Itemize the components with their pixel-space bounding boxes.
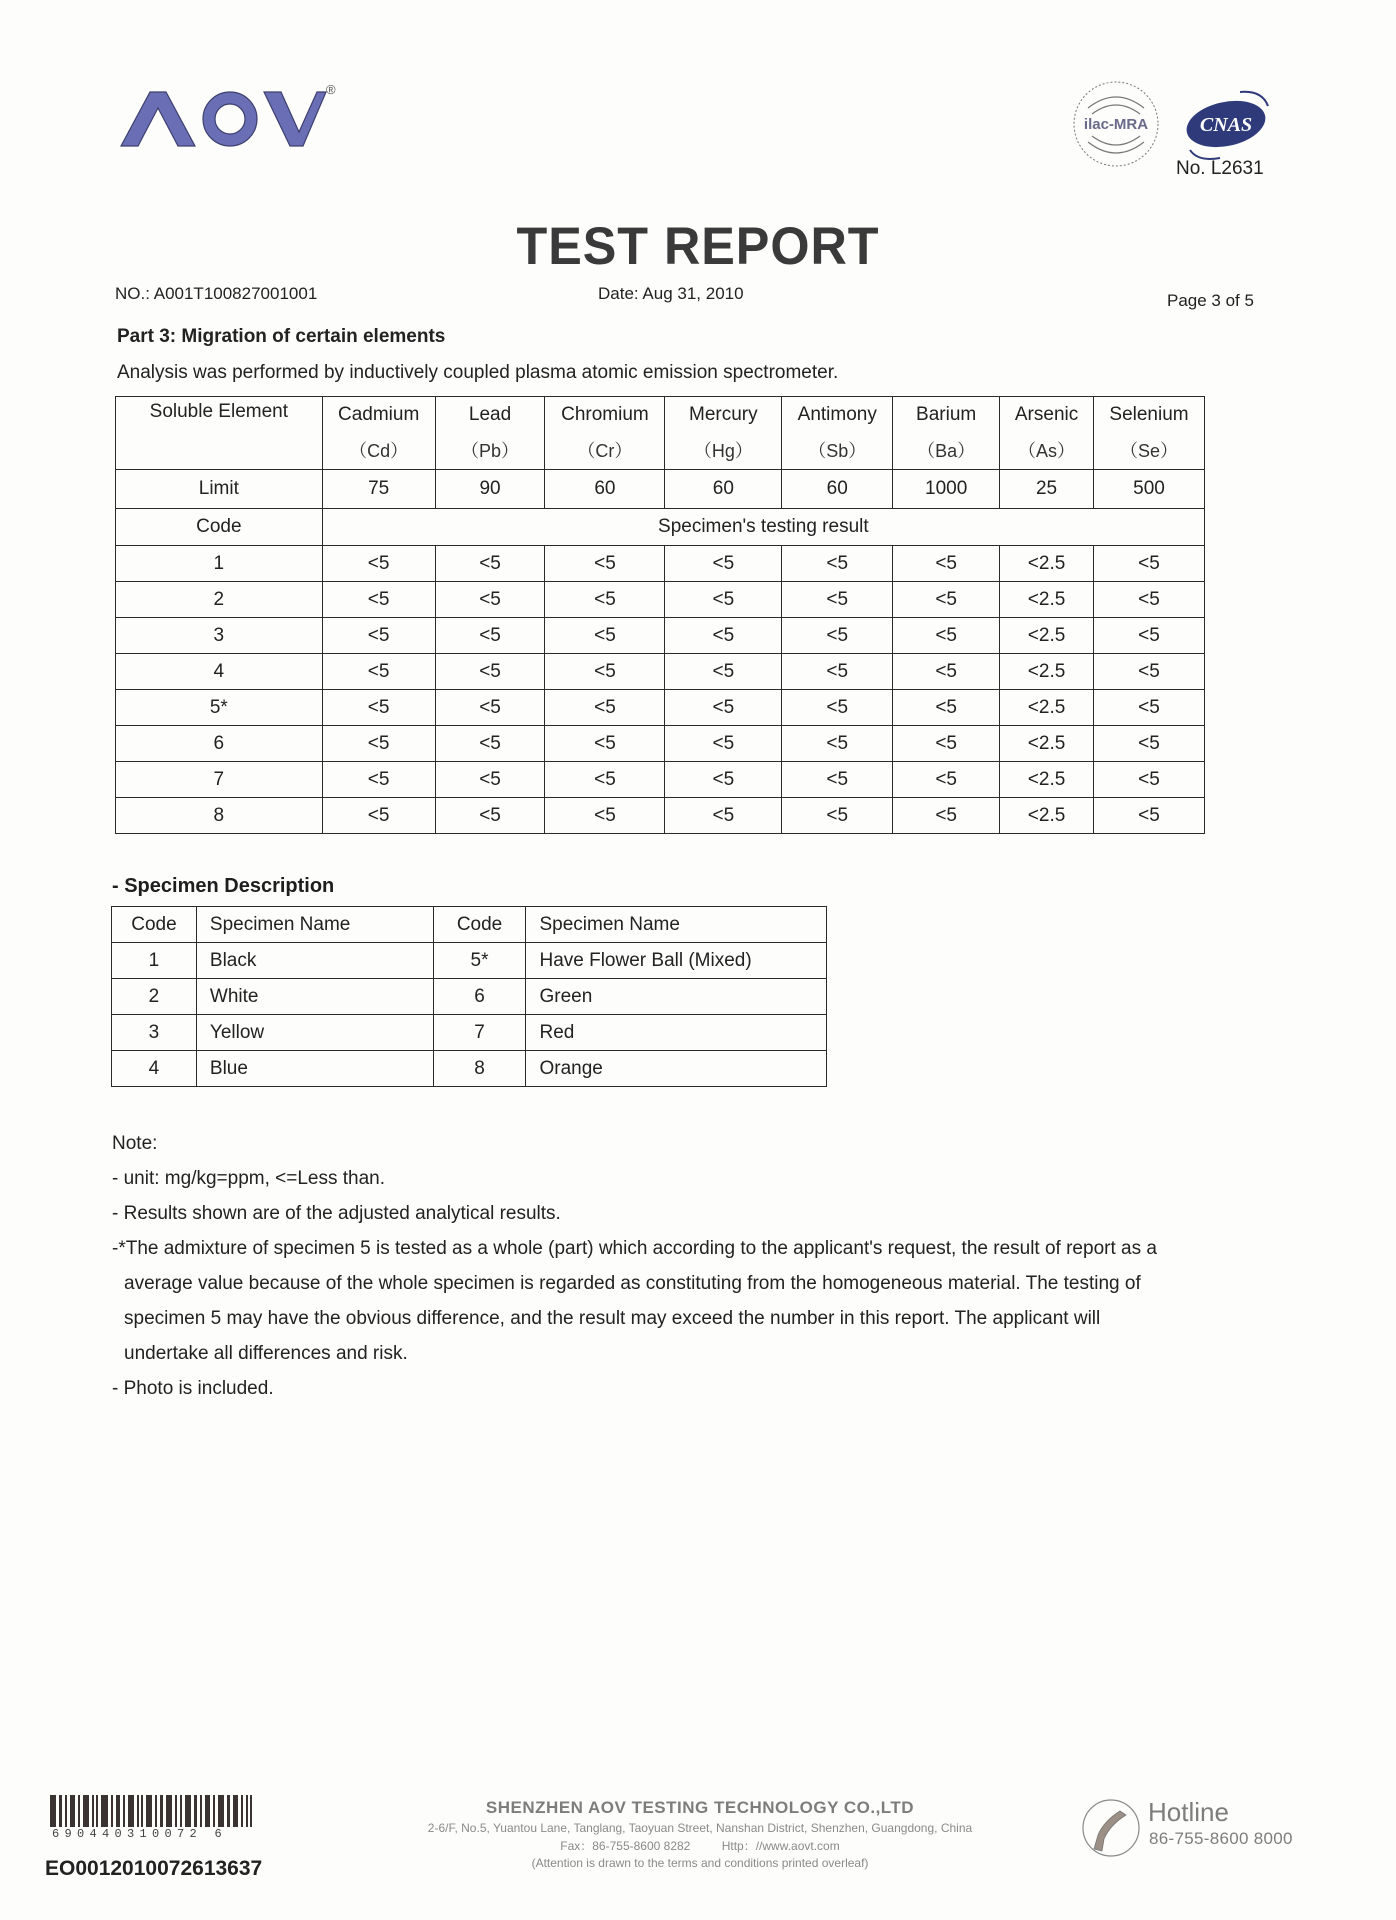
element-header-chromium: Chromium （Cr） — [545, 397, 665, 470]
result-cell: <5 — [782, 582, 893, 618]
specimen-code: 1 — [112, 943, 197, 979]
element-header-row — [116, 397, 1205, 470]
table-row — [112, 943, 827, 979]
note-item: -*The admixture of specimen 5 is tested as a whole (part) which according to the applicant's request, the result of report as a — [112, 1238, 1157, 1259]
result-cell: <5 — [322, 798, 435, 834]
result-cell: <5 — [1094, 654, 1205, 690]
specimen-name: Red — [526, 1015, 827, 1051]
note-item-continued: specimen 5 may have the obvious difference, and the result may exceed the number in this report. The applicant will — [124, 1308, 1101, 1329]
row-header-cell: Soluble Element — [116, 397, 323, 470]
specimen-code: 2 — [116, 582, 323, 618]
accreditation-logos — [1070, 78, 1280, 170]
specimen-name: Have Flower Ball (Mixed) — [526, 943, 827, 979]
result-cell: <5 — [665, 582, 782, 618]
result-cell: <5 — [893, 798, 1000, 834]
result-cell: <5 — [1094, 762, 1205, 798]
result-cell: <2.5 — [1000, 726, 1094, 762]
eo-number: EO0012010072613637 — [45, 1857, 263, 1880]
specimen-code: 5* — [433, 943, 526, 979]
hotline-label: Hotline — [1148, 1797, 1229, 1827]
result-cell: <5 — [545, 582, 665, 618]
code-label: Code — [116, 509, 323, 546]
cnas-icon — [1182, 92, 1269, 159]
limit-cell: 60 — [782, 470, 893, 509]
phone-icon — [1080, 1797, 1142, 1859]
result-cell: <5 — [435, 546, 545, 582]
result-cell: <5 — [1094, 546, 1205, 582]
result-cell: <5 — [435, 618, 545, 654]
result-cell: <5 — [782, 726, 893, 762]
element-header-barium: Barium （Ba） — [893, 397, 1000, 470]
result-cell: <5 — [322, 582, 435, 618]
table-row — [116, 798, 1205, 834]
specimen-code: 4 — [112, 1051, 197, 1087]
specimen-code: 3 — [116, 618, 323, 654]
website-link[interactable]: Http：//www.aovt.com — [721, 1839, 840, 1853]
specimen-name: Green — [526, 979, 827, 1015]
table-row — [116, 762, 1205, 798]
result-cell: <5 — [435, 726, 545, 762]
specimen-name: Orange — [526, 1051, 827, 1087]
element-header-selenium: Selenium （Se） — [1094, 397, 1205, 470]
result-cell: <5 — [1094, 582, 1205, 618]
result-cell: <5 — [893, 690, 1000, 726]
result-cell: <5 — [665, 546, 782, 582]
company-info — [350, 1798, 1050, 1870]
fax-number: Fax：86-755-8600 8282 — [560, 1839, 691, 1853]
result-cell: <5 — [893, 654, 1000, 690]
result-cell: <5 — [545, 726, 665, 762]
specimen-name: Black — [196, 943, 433, 979]
result-cell: <5 — [545, 690, 665, 726]
result-cell: <2.5 — [1000, 618, 1094, 654]
result-cell: <5 — [782, 546, 893, 582]
limit-cell: 90 — [435, 470, 545, 509]
specimen-code: 5* — [116, 690, 323, 726]
result-cell: <2.5 — [1000, 546, 1094, 582]
header-specimen-name: Specimen Name — [196, 907, 433, 943]
result-cell: <5 — [322, 654, 435, 690]
result-cell: <5 — [893, 582, 1000, 618]
result-cell: <5 — [545, 618, 665, 654]
specimen-code: 7 — [433, 1015, 526, 1051]
accreditation-number: No. L2631 — [1176, 158, 1264, 179]
page-title: TEST REPORT — [516, 217, 880, 276]
result-cell: <5 — [545, 762, 665, 798]
header-code: Code — [433, 907, 526, 943]
result-cell: <5 — [322, 546, 435, 582]
note-item: - unit: mg/kg=ppm, <=Less than. — [112, 1168, 386, 1189]
section-title: Part 3: Migration of certain elements — [117, 326, 446, 347]
result-cell: <5 — [665, 618, 782, 654]
result-cell: <5 — [665, 798, 782, 834]
result-cell: <5 — [1094, 798, 1205, 834]
aov-logo — [118, 88, 328, 152]
ilac-mra-icon — [1074, 82, 1158, 166]
specimen-code: 4 — [116, 654, 323, 690]
result-cell: <5 — [545, 798, 665, 834]
barcode-icon — [50, 1795, 253, 1827]
specimen-code: 6 — [433, 979, 526, 1015]
specimen-code: 3 — [112, 1015, 197, 1051]
specimen-header-row — [112, 907, 827, 943]
result-cell: <5 — [435, 762, 545, 798]
result-cell: <5 — [782, 618, 893, 654]
result-cell: <5 — [1094, 726, 1205, 762]
specimen-code: 6 — [116, 726, 323, 762]
result-cell: <5 — [893, 546, 1000, 582]
result-cell: <5 — [322, 726, 435, 762]
result-cell: <2.5 — [1000, 798, 1094, 834]
header-specimen-name: Specimen Name — [526, 907, 827, 943]
result-cell: <5 — [893, 726, 1000, 762]
specimen-code: 2 — [112, 979, 197, 1015]
result-cell: <2.5 — [1000, 762, 1094, 798]
result-cell: <5 — [322, 690, 435, 726]
hotline-number: 86-755-8600 8000 — [1149, 1829, 1293, 1848]
note-item: - Photo is included. — [112, 1378, 274, 1399]
note-item-continued: undertake all differences and risk. — [124, 1343, 408, 1364]
company-address: 2-6/F, No.5, Yuantou Lane, Tanglang, Taoyuan Street, Nanshan District, Shenzhen, Guangdong, China — [427, 1821, 973, 1835]
specimen-description-heading: - Specimen Description — [112, 875, 335, 897]
result-cell: <5 — [1094, 618, 1205, 654]
result-cell: <5 — [665, 726, 782, 762]
table-row — [116, 690, 1205, 726]
result-cell: <2.5 — [1000, 582, 1094, 618]
attention-note: (Attention is drawn to the terms and conditions printed overleaf) — [531, 1856, 869, 1870]
result-cell: <5 — [782, 654, 893, 690]
result-cell: <5 — [435, 690, 545, 726]
report-number: NO.: A001T100827001001 — [115, 284, 318, 303]
svg-text:CNAS: CNAS — [1199, 114, 1253, 136]
table-row — [112, 979, 827, 1015]
method-description: Analysis was performed by inductively coupled plasma atomic emission spectrometer. — [117, 362, 839, 383]
registered-mark: ® — [326, 82, 336, 97]
table-row — [112, 1015, 827, 1051]
result-cell: <5 — [665, 690, 782, 726]
limit-row — [116, 470, 1205, 509]
result-cell: <2.5 — [1000, 654, 1094, 690]
element-header-arsenic: Arsenic （As） — [1000, 397, 1094, 470]
limit-cell: 60 — [665, 470, 782, 509]
result-cell: <5 — [893, 618, 1000, 654]
element-header-lead: Lead （Pb） — [435, 397, 545, 470]
result-cell: <5 — [322, 762, 435, 798]
company-contact — [350, 1837, 1050, 1854]
table-row — [116, 546, 1205, 582]
limit-cell: 500 — [1094, 470, 1205, 509]
element-header-cadmium: Cadmium （Cd） — [322, 397, 435, 470]
specimen-name: Yellow — [196, 1015, 433, 1051]
limit-cell: 75 — [322, 470, 435, 509]
table-row — [116, 582, 1205, 618]
result-cell: <5 — [665, 654, 782, 690]
code-caption-row — [116, 509, 1205, 546]
specimen-rows — [112, 943, 827, 1087]
element-header-antimony: Antimony （Sb） — [782, 397, 893, 470]
report-date: Date: Aug 31, 2010 — [598, 284, 744, 303]
specimen-code: 8 — [116, 798, 323, 834]
result-cell: <5 — [782, 690, 893, 726]
specimen-code: 7 — [116, 762, 323, 798]
table-row — [112, 1051, 827, 1087]
result-cell: <5 — [545, 654, 665, 690]
specimen-name: White — [196, 979, 433, 1015]
header-code: Code — [112, 907, 197, 943]
table-row — [116, 654, 1205, 690]
result-cell: <5 — [893, 762, 1000, 798]
result-cell: <5 — [782, 762, 893, 798]
result-cell: <5 — [1094, 690, 1205, 726]
results-table — [115, 396, 1205, 834]
notes-heading: Note: — [112, 1133, 158, 1154]
table-row — [116, 726, 1205, 762]
specimen-code: 1 — [116, 546, 323, 582]
page-number: Page 3 of 5 — [1167, 291, 1254, 310]
result-cell: <5 — [435, 582, 545, 618]
company-name: SHENZHEN AOV TESTING TECHNOLOGY CO.,LTD — [485, 1798, 915, 1817]
result-cell: <5 — [322, 618, 435, 654]
result-cell: <5 — [665, 762, 782, 798]
specimen-name: Blue — [196, 1051, 433, 1087]
table-row — [116, 618, 1205, 654]
result-cell: <5 — [782, 798, 893, 834]
note-item: - Results shown are of the adjusted analytical results. — [112, 1203, 561, 1224]
specimen-code: 8 — [433, 1051, 526, 1087]
barcode-digits: 690440310072 6 — [52, 1827, 228, 1841]
result-rows — [116, 546, 1205, 834]
limit-label: Limit — [116, 470, 323, 509]
result-cell: <2.5 — [1000, 690, 1094, 726]
result-cell: <5 — [435, 654, 545, 690]
element-header-mercury: Mercury （Hg） — [665, 397, 782, 470]
limit-cell: 25 — [1000, 470, 1094, 509]
limit-cell: 1000 — [893, 470, 1000, 509]
result-caption: Specimen's testing result — [322, 509, 1204, 546]
result-cell: <5 — [545, 546, 665, 582]
result-cell: <5 — [435, 798, 545, 834]
limit-cell: 60 — [545, 470, 665, 509]
svg-text:ilac-MRA: ilac-MRA — [1083, 116, 1149, 133]
notes — [112, 1126, 1262, 1406]
note-item-continued: average value because of the whole specimen is regarded as constituting from the homogeneous material. The testing of — [124, 1273, 1141, 1294]
specimen-table — [111, 906, 827, 1087]
